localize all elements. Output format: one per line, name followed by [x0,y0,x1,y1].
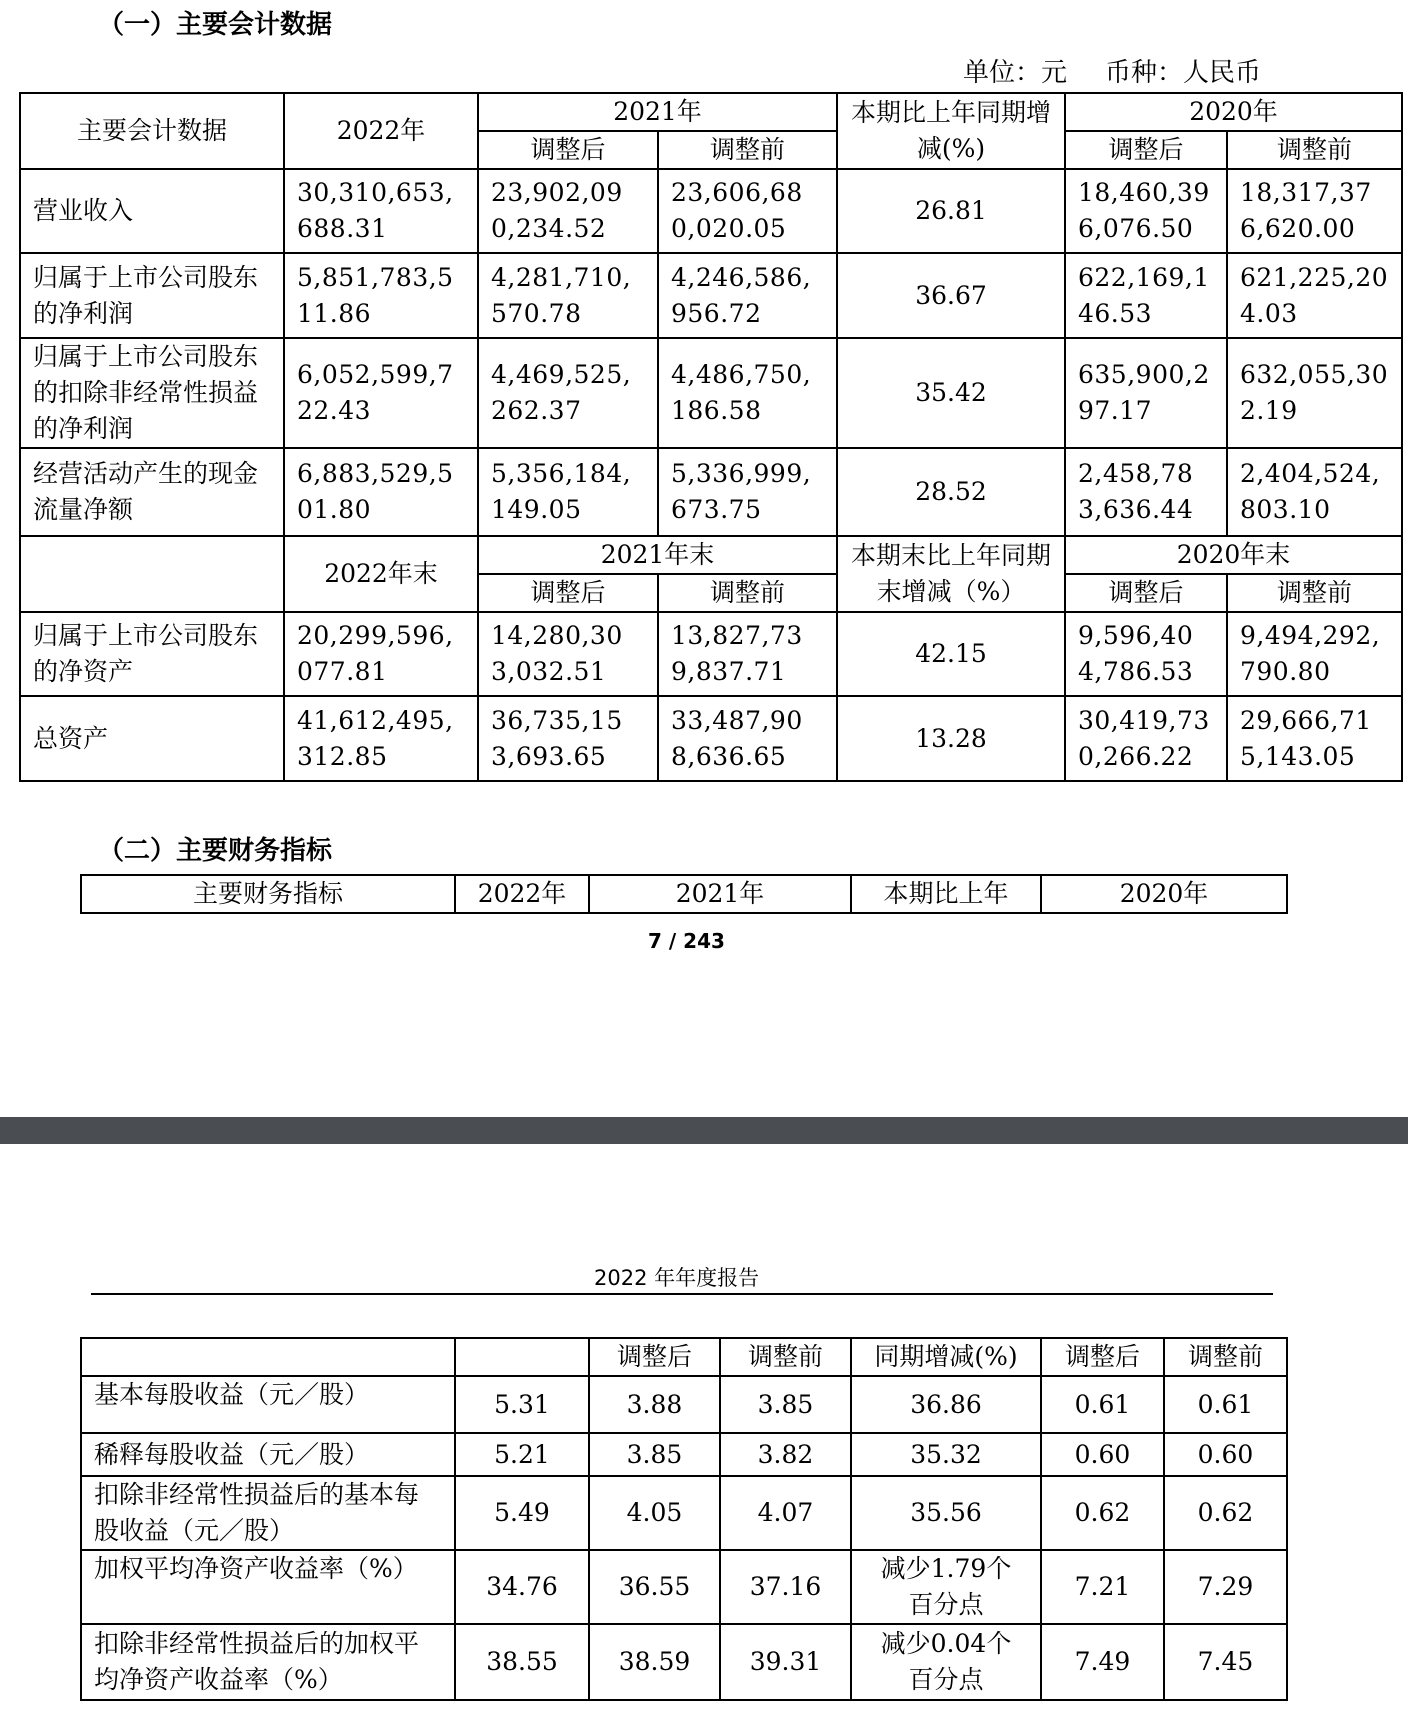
value-2020-before: 18,317,376,620.00 [1227,169,1402,253]
value-2020-adjusted: 7.49 [1041,1624,1164,1700]
header-2021-adjusted: 调整后 [478,131,658,169]
value-2020-before: 621,225,204.03 [1227,253,1402,338]
value-2022: 5.21 [455,1433,589,1476]
header-2020-end: 2020年末 [1065,536,1402,574]
value-change: 35.56 [851,1476,1041,1550]
header-2021-end-adjusted: 调整后 [478,574,658,612]
header-2021: 2021年 [589,875,851,913]
value-change: 减少1.79个百分点 [851,1550,1041,1624]
value-2020-before: 0.62 [1164,1476,1287,1550]
value-2020-adjusted: 0.60 [1041,1433,1164,1476]
table-row [81,1376,1287,1433]
currency-label: 币种：人民币 [1105,58,1262,88]
header-2022: 2022年 [455,875,589,913]
value-2020-adjusted: 30,419,730,266.22 [1065,696,1227,781]
table-row [81,1476,1287,1550]
value-2020-adjusted: 622,169,146.53 [1065,253,1227,338]
page-number: 7 / 243 [648,929,725,953]
value-2022: 30,310,653,688.31 [284,169,478,253]
value-2021-adjusted: 5,356,184,149.05 [478,448,658,536]
value-2021-adjusted: 36,735,153,693.65 [478,696,658,781]
header-blank [81,1338,455,1376]
value-2020-before: 0.61 [1164,1376,1287,1433]
row-label: 归属于上市公司股东的扣除非经常性损益的净利润 [20,338,284,448]
value-2020-adjusted: 2,458,783,636.44 [1065,448,1227,536]
header-2020: 2020年 [1065,93,1402,131]
value-2021-before: 3.82 [720,1433,851,1476]
financial-indicator-table [80,1337,1288,1701]
value-2021-before: 33,487,908,636.65 [658,696,837,781]
value-2020-adjusted: 18,460,396,076.50 [1065,169,1227,253]
financial-indicator-header-table [80,874,1288,914]
header-2020-before: 调整前 [1164,1338,1287,1376]
row-label: 稀释每股收益（元／股） [81,1433,455,1476]
value-2021-before: 4.07 [720,1476,851,1550]
header-change: 本期比上年同期增减(%) [837,93,1065,169]
value-change: 42.15 [837,612,1065,696]
table-row [20,253,1402,338]
row-label: 加权平均净资产收益率（%） [81,1550,455,1624]
section2-title: （二）主要财务指标 [98,836,333,866]
value-2020-adjusted: 0.61 [1041,1376,1164,1433]
row-label: 营业收入 [20,169,284,253]
section1-title: （一）主要会计数据 [98,10,333,40]
value-2022: 5.49 [455,1476,589,1550]
value-2021-adjusted: 23,902,090,234.52 [478,169,658,253]
value-2021-adjusted: 4,281,710,570.78 [478,253,658,338]
value-2022: 41,612,495,312.85 [284,696,478,781]
value-2022: 20,299,596,077.81 [284,612,478,696]
value-2022: 38.55 [455,1624,589,1700]
header-2020-adjusted: 调整后 [1065,131,1227,169]
value-2020-before: 9,494,292,790.80 [1227,612,1402,696]
value-2020-before: 0.60 [1164,1433,1287,1476]
value-2021-before: 39.31 [720,1624,851,1700]
value-2022: 5,851,783,511.86 [284,253,478,338]
value-change: 35.32 [851,1433,1041,1476]
header-item: 主要会计数据 [20,93,284,169]
value-change: 26.81 [837,169,1065,253]
value-2020-adjusted: 9,596,404,786.53 [1065,612,1227,696]
row-label: 总资产 [20,696,284,781]
header-item: 主要财务指标 [81,875,455,913]
row-label: 扣除非经常性损益后的基本每股收益（元／股） [81,1476,455,1550]
value-2022: 6,052,599,722.43 [284,338,478,448]
main-accounting-table [19,92,1403,782]
row-label: 归属于上市公司股东的净资产 [20,612,284,696]
header-2021-before: 调整前 [658,131,837,169]
value-2021-adjusted: 3.88 [589,1376,720,1433]
value-2021-adjusted: 4.05 [589,1476,720,1550]
row-label: 扣除非经常性损益后的加权平均净资产收益率（%） [81,1624,455,1700]
value-2020-before: 29,666,715,143.05 [1227,696,1402,781]
header-2021-end-before: 调整前 [658,574,837,612]
header-2021-before: 调整前 [720,1338,851,1376]
unit-label: 单位：元 [963,58,1068,88]
value-2020-before: 7.29 [1164,1550,1287,1624]
value-2022: 5.31 [455,1376,589,1433]
value-2021-before: 23,606,680,020.05 [658,169,837,253]
header-2021-end: 2021年末 [478,536,837,574]
header-2020-end-before: 调整前 [1227,574,1402,612]
header-2020: 2020年 [1041,875,1287,913]
value-2021-before: 5,336,999,673.75 [658,448,837,536]
value-2021-before: 3.85 [720,1376,851,1433]
report-header: 2022 年年度报告 [594,1266,760,1290]
value-2021-before: 4,246,586,956.72 [658,253,837,338]
value-change: 36.67 [837,253,1065,338]
value-2021-before: 37.16 [720,1550,851,1624]
value-2020-before: 7.45 [1164,1624,1287,1700]
value-2022: 6,883,529,501.80 [284,448,478,536]
value-2020-before: 632,055,302.19 [1227,338,1402,448]
table-row [20,696,1402,781]
table-row [81,1550,1287,1624]
header-2021: 2021年 [478,93,837,131]
value-2021-before: 4,486,750,186.58 [658,338,837,448]
table-row [20,338,1402,448]
value-2021-adjusted: 36.55 [589,1550,720,1624]
value-change: 35.42 [837,338,1065,448]
value-2020-adjusted: 7.21 [1041,1550,1164,1624]
value-2021-adjusted: 3.85 [589,1433,720,1476]
row-label: 基本每股收益（元／股） [81,1376,455,1433]
value-2020-adjusted: 635,900,297.17 [1065,338,1227,448]
value-2020-adjusted: 0.62 [1041,1476,1164,1550]
value-change: 13.28 [837,696,1065,781]
value-2021-before: 13,827,739,837.71 [658,612,837,696]
header-2021-adjusted: 调整后 [589,1338,720,1376]
page-divider [0,1117,1408,1144]
table-row [81,1433,1287,1476]
value-change: 28.52 [837,448,1065,536]
header-rule [91,1293,1273,1295]
header-2022-end: 2022年末 [284,536,478,612]
table-row [81,1624,1287,1700]
value-2022: 34.76 [455,1550,589,1624]
table-row [20,612,1402,696]
value-2020-before: 2,404,524,803.10 [1227,448,1402,536]
row-label: 经营活动产生的现金流量净额 [20,448,284,536]
value-2021-adjusted: 38.59 [589,1624,720,1700]
header-item-blank [20,536,284,612]
table-row [20,448,1402,536]
value-2021-adjusted: 4,469,525,262.37 [478,338,658,448]
value-2021-adjusted: 14,280,303,032.51 [478,612,658,696]
header-change: 本期比上年 [851,875,1041,913]
table-row [20,169,1402,253]
header-2020-end-adjusted: 调整后 [1065,574,1227,612]
value-change: 36.86 [851,1376,1041,1433]
header-change: 同期增减(%) [851,1338,1041,1376]
header-2022: 2022年 [284,93,478,169]
header-2020-before: 调整前 [1227,131,1402,169]
value-change: 减少0.04个百分点 [851,1624,1041,1700]
header-blank [455,1338,589,1376]
row-label: 归属于上市公司股东的净利润 [20,253,284,338]
header-change-end: 本期末比上年同期末增减（%） [837,536,1065,612]
header-2020-adjusted: 调整后 [1041,1338,1164,1376]
